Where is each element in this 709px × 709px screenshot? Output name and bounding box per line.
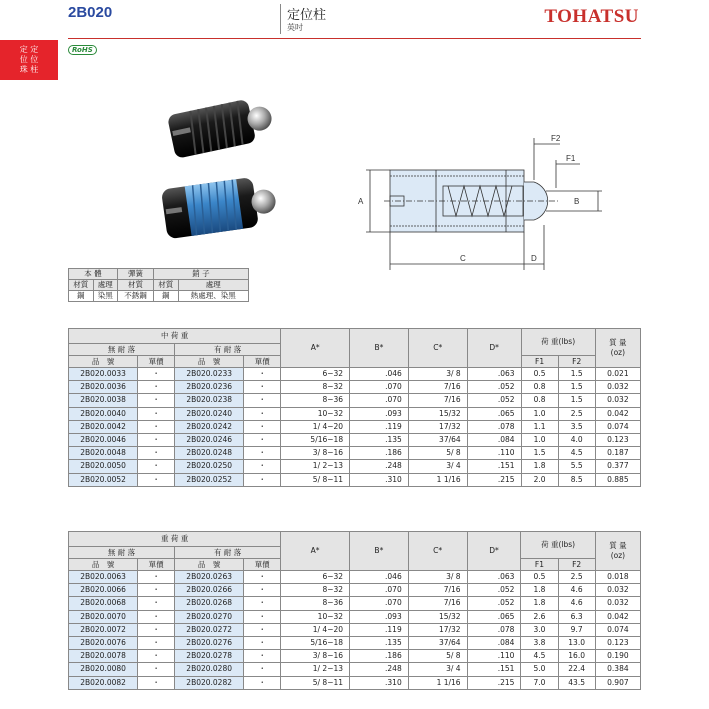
col-part-no: 品 號 — [175, 559, 244, 571]
dim-d-cell: .078 — [467, 420, 521, 433]
dim-a-cell: 6−32 — [281, 571, 350, 584]
unit-price-cell: ・ — [138, 394, 175, 407]
unit-price-cell: ・ — [138, 584, 175, 597]
col-a: A* — [281, 532, 350, 571]
part-no-cell: 2B020.0280 — [175, 663, 244, 676]
dim-a-cell: 10−32 — [281, 407, 350, 420]
dim-d-cell: .151 — [467, 460, 521, 473]
weight-cell: 0.907 — [595, 676, 640, 689]
part-no-cell: 2B020.0250 — [175, 460, 244, 473]
part-no-cell: 2B020.0033 — [69, 368, 138, 381]
load-f2-cell: 1.5 — [558, 394, 595, 407]
table-row — [69, 571, 641, 584]
load-f1-cell: 2.6 — [521, 610, 558, 623]
col-with-drop: 有 耐 落 — [175, 344, 281, 356]
dim-c-cell: 17/32 — [408, 623, 467, 636]
dim-a-cell: 10−32 — [281, 610, 350, 623]
dim-b-cell: .070 — [350, 584, 409, 597]
table-title: 中 荷 重 — [69, 329, 281, 344]
part-no-cell: 2B020.0046 — [69, 433, 138, 446]
dim-a-cell: 5/ 8−11 — [281, 473, 350, 486]
dim-b-cell: .046 — [350, 368, 409, 381]
unit-price-cell: ・ — [138, 381, 175, 394]
dim-d-cell: .215 — [467, 676, 521, 689]
dim-b-cell: .310 — [350, 676, 409, 689]
dim-b-cell: .135 — [350, 636, 409, 649]
dim-b-cell: .310 — [350, 473, 409, 486]
load-f1-cell: 1.8 — [521, 584, 558, 597]
dim-b-cell: .093 — [350, 407, 409, 420]
unit-price-cell: ・ — [244, 610, 281, 623]
col-part-no: 品 號 — [69, 559, 138, 571]
dim-a-cell: 8−36 — [281, 394, 350, 407]
table-row — [69, 597, 641, 610]
mat-sub: 處理 — [93, 280, 118, 291]
part-no-cell: 2B020.0236 — [175, 381, 244, 394]
header-divider — [280, 4, 281, 34]
col-part-no: 品 號 — [175, 356, 244, 368]
weight-cell: 0.042 — [595, 610, 640, 623]
col-load: 荷 重(lbs) — [521, 329, 595, 356]
part-no-cell: 2B020.0040 — [69, 407, 138, 420]
table-row — [69, 368, 641, 381]
dim-d-cell: .052 — [467, 584, 521, 597]
unit-price-cell: ・ — [138, 447, 175, 460]
part-no-cell: 2B020.0248 — [175, 447, 244, 460]
table-row — [69, 610, 641, 623]
product-subtitle: 英吋 — [287, 23, 303, 32]
table-row — [69, 433, 641, 446]
dim-b-cell: .248 — [350, 663, 409, 676]
col-d: D* — [467, 329, 521, 368]
unit-price-cell: ・ — [138, 473, 175, 486]
load-f1-cell: 0.8 — [521, 381, 558, 394]
weight-cell: 0.032 — [595, 597, 640, 610]
dim-d-cell: .052 — [467, 394, 521, 407]
col-f1: F1 — [521, 559, 558, 571]
part-no-cell: 2B020.0240 — [175, 407, 244, 420]
table-row — [69, 460, 641, 473]
dim-b-cell: .070 — [350, 394, 409, 407]
part-no-cell: 2B020.0072 — [69, 623, 138, 636]
table-row — [69, 407, 641, 420]
dim-c-cell: 7/16 — [408, 381, 467, 394]
part-no-cell: 2B020.0068 — [69, 597, 138, 610]
load-f1-cell: 1.1 — [521, 420, 558, 433]
part-no-cell: 2B020.0048 — [69, 447, 138, 460]
col-no-drop: 無 耐 落 — [69, 547, 175, 559]
load-f2-cell: 22.4 — [558, 663, 595, 676]
unit-price-cell: ・ — [244, 368, 281, 381]
load-f2-cell: 3.5 — [558, 420, 595, 433]
part-no-cell: 2B020.0278 — [175, 650, 244, 663]
dim-a-cell: 5/ 8−11 — [281, 676, 350, 689]
mat-group-pin: 銷 子 — [154, 269, 249, 280]
part-no-cell: 2B020.0242 — [175, 420, 244, 433]
load-f2-cell: 4.6 — [558, 584, 595, 597]
table-row — [69, 381, 641, 394]
rohs-badge: RoHS — [68, 45, 97, 55]
col-a: A* — [281, 329, 350, 368]
col-load: 荷 重(lbs) — [521, 532, 595, 559]
weight-cell: 0.042 — [595, 407, 640, 420]
part-no-cell: 2B020.0038 — [69, 394, 138, 407]
part-no-cell: 2B020.0052 — [69, 473, 138, 486]
load-f2-cell: 2.5 — [558, 407, 595, 420]
col-weight — [595, 532, 640, 571]
dim-b-cell: .186 — [350, 650, 409, 663]
col-d: D* — [467, 532, 521, 571]
unit-price-cell: ・ — [138, 610, 175, 623]
weight-cell: 0.032 — [595, 584, 640, 597]
col-b: B* — [350, 532, 409, 571]
load-f2-cell: 9.7 — [558, 623, 595, 636]
col-unit-price: 單價 — [244, 356, 281, 368]
part-no-cell: 2B020.0276 — [175, 636, 244, 649]
weight-cell: 0.021 — [595, 368, 640, 381]
dim-a-cell: 6−32 — [281, 368, 350, 381]
table-row — [69, 623, 641, 636]
load-f1-cell: 7.0 — [521, 676, 558, 689]
dim-c-cell: 15/32 — [408, 407, 467, 420]
mat-value: 鋼 — [69, 291, 94, 302]
unit-price-cell: ・ — [244, 571, 281, 584]
dim-label-f2: F2 — [551, 134, 561, 143]
dim-d-cell: .084 — [467, 433, 521, 446]
dim-a-cell: 8−36 — [281, 597, 350, 610]
category-tab — [0, 40, 58, 80]
category-tab-line: 珠 柱 — [19, 65, 39, 74]
weight-cell: 0.123 — [595, 636, 640, 649]
dim-label-b: B — [574, 197, 580, 206]
table-row — [69, 636, 641, 649]
unit-price-cell: ・ — [244, 676, 281, 689]
load-f1-cell: 1.8 — [521, 597, 558, 610]
mat-sub: 材質 — [154, 280, 179, 291]
dim-b-cell: .186 — [350, 447, 409, 460]
unit-price-cell: ・ — [244, 650, 281, 663]
dim-c-cell: 17/32 — [408, 420, 467, 433]
materials-table — [68, 268, 249, 302]
header-rule — [68, 38, 641, 39]
plunger-photo-black — [160, 85, 280, 163]
dim-label-f1: F1 — [566, 154, 576, 163]
load-f1-cell: 3.0 — [521, 623, 558, 636]
col-with-drop: 有 耐 落 — [175, 547, 281, 559]
unit-price-cell: ・ — [244, 447, 281, 460]
col-weight-unit: (oz) — [610, 348, 626, 357]
load-f1-cell: 0.8 — [521, 394, 558, 407]
unit-price-cell: ・ — [138, 433, 175, 446]
part-no-cell: 2B020.0270 — [175, 610, 244, 623]
dim-d-cell: .052 — [467, 597, 521, 610]
dim-c-cell: 15/32 — [408, 610, 467, 623]
unit-price-cell: ・ — [138, 460, 175, 473]
dim-c-cell: 3/ 4 — [408, 460, 467, 473]
dim-c-cell: 7/16 — [408, 584, 467, 597]
dim-c-cell: 3/ 8 — [408, 368, 467, 381]
load-f1-cell: 3.8 — [521, 636, 558, 649]
unit-price-cell: ・ — [138, 623, 175, 636]
dim-c-cell: 7/16 — [408, 597, 467, 610]
part-no-cell: 2B020.0252 — [175, 473, 244, 486]
dim-c-cell: 37/64 — [408, 636, 467, 649]
weight-cell: 0.074 — [595, 420, 640, 433]
load-f1-cell: 0.5 — [521, 368, 558, 381]
dim-c-cell: 3/ 4 — [408, 663, 467, 676]
load-f2-cell: 8.5 — [558, 473, 595, 486]
load-f1-cell: 1.5 — [521, 447, 558, 460]
dim-d-cell: .078 — [467, 623, 521, 636]
col-f2: F2 — [558, 356, 595, 368]
part-no-cell: 2B020.0063 — [69, 571, 138, 584]
unit-price-cell: ・ — [138, 597, 175, 610]
part-no-cell: 2B020.0233 — [175, 368, 244, 381]
mat-value: 不銹鋼 — [118, 291, 154, 302]
load-f2-cell: 5.5 — [558, 460, 595, 473]
dim-a-cell: 3/ 8−16 — [281, 447, 350, 460]
load-f2-cell: 2.5 — [558, 571, 595, 584]
dim-b-cell: .119 — [350, 623, 409, 636]
unit-price-cell: ・ — [244, 460, 281, 473]
load-f1-cell: 2.0 — [521, 473, 558, 486]
unit-price-cell: ・ — [244, 584, 281, 597]
dim-c-cell: 37/64 — [408, 433, 467, 446]
weight-cell: 0.018 — [595, 571, 640, 584]
dim-b-cell: .046 — [350, 571, 409, 584]
dim-a-cell: 8−32 — [281, 381, 350, 394]
table-row — [69, 663, 641, 676]
load-f1-cell: 4.5 — [521, 650, 558, 663]
table-title: 重 荷 重 — [69, 532, 281, 547]
unit-price-cell: ・ — [244, 420, 281, 433]
col-f2: F2 — [558, 559, 595, 571]
unit-price-cell: ・ — [138, 636, 175, 649]
load-f2-cell: 1.5 — [558, 381, 595, 394]
load-f2-cell: 6.3 — [558, 610, 595, 623]
part-no-cell: 2B020.0246 — [175, 433, 244, 446]
load-f2-cell: 16.0 — [558, 650, 595, 663]
dim-c-cell: 1 1/16 — [408, 676, 467, 689]
unit-price-cell: ・ — [244, 433, 281, 446]
col-unit-price: 單價 — [244, 559, 281, 571]
unit-price-cell: ・ — [244, 636, 281, 649]
col-part-no: 品 號 — [69, 356, 138, 368]
col-c: C* — [408, 329, 467, 368]
mat-sub: 材質 — [69, 280, 94, 291]
table-row — [69, 447, 641, 460]
product-code: 2B020 — [68, 4, 113, 21]
dim-label-c: C — [460, 254, 466, 263]
table-row — [69, 650, 641, 663]
unit-price-cell: ・ — [138, 407, 175, 420]
unit-price-cell: ・ — [244, 597, 281, 610]
col-weight-label: 質 量 — [609, 541, 627, 550]
unit-price-cell: ・ — [244, 663, 281, 676]
col-no-drop: 無 耐 落 — [69, 344, 175, 356]
plunger-photo-nylock — [158, 168, 278, 246]
load-f2-cell: 1.5 — [558, 368, 595, 381]
dim-c-cell: 7/16 — [408, 394, 467, 407]
category-tab-line: 位 位 — [19, 55, 39, 64]
part-no-cell: 2B020.0080 — [69, 663, 138, 676]
weight-cell: 0.032 — [595, 381, 640, 394]
load-f2-cell: 43.5 — [558, 676, 595, 689]
col-f1: F1 — [521, 356, 558, 368]
dim-b-cell: .070 — [350, 381, 409, 394]
part-no-cell: 2B020.0066 — [69, 584, 138, 597]
load-f1-cell: 1.8 — [521, 460, 558, 473]
dim-d-cell: .084 — [467, 636, 521, 649]
dimension-drawing — [348, 130, 618, 275]
dim-b-cell: .093 — [350, 610, 409, 623]
part-no-cell: 2B020.0050 — [69, 460, 138, 473]
col-weight-unit: (oz) — [610, 551, 626, 560]
load-f2-cell: 13.0 — [558, 636, 595, 649]
mat-value: 染黑 — [93, 291, 118, 302]
dim-d-cell: .063 — [467, 571, 521, 584]
dim-d-cell: .110 — [467, 447, 521, 460]
part-no-cell: 2B020.0042 — [69, 420, 138, 433]
mat-value: 熱處理、染黑 — [178, 291, 249, 302]
part-no-cell: 2B020.0282 — [175, 676, 244, 689]
load-f1-cell: 1.0 — [521, 407, 558, 420]
dim-a-cell: 1/ 4−20 — [281, 623, 350, 636]
spec-table-light-load — [68, 328, 641, 487]
dim-label-d: D — [531, 254, 537, 263]
weight-cell: 0.123 — [595, 433, 640, 446]
mat-group-body: 本 體 — [69, 269, 118, 280]
mat-sub: 處理 — [178, 280, 249, 291]
unit-price-cell: ・ — [244, 394, 281, 407]
dim-c-cell: 5/ 8 — [408, 650, 467, 663]
weight-cell: 0.074 — [595, 623, 640, 636]
col-unit-price: 單價 — [138, 559, 175, 571]
load-f1-cell: 5.0 — [521, 663, 558, 676]
dim-d-cell: .065 — [467, 407, 521, 420]
spec-table-heavy-load — [68, 531, 641, 690]
unit-price-cell: ・ — [244, 381, 281, 394]
dim-d-cell: .215 — [467, 473, 521, 486]
table-row — [69, 420, 641, 433]
part-no-cell: 2B020.0078 — [69, 650, 138, 663]
table-row — [69, 394, 641, 407]
dim-d-cell: .063 — [467, 368, 521, 381]
weight-cell: 0.377 — [595, 460, 640, 473]
load-f2-cell: 4.0 — [558, 433, 595, 446]
unit-price-cell: ・ — [244, 407, 281, 420]
dim-a-cell: 5/16−18 — [281, 636, 350, 649]
weight-cell: 0.187 — [595, 447, 640, 460]
unit-price-cell: ・ — [138, 420, 175, 433]
col-b: B* — [350, 329, 409, 368]
part-no-cell: 2B020.0263 — [175, 571, 244, 584]
table-row — [69, 584, 641, 597]
dim-d-cell: .110 — [467, 650, 521, 663]
unit-price-cell: ・ — [138, 571, 175, 584]
dim-a-cell: 3/ 8−16 — [281, 650, 350, 663]
part-no-cell: 2B020.0082 — [69, 676, 138, 689]
weight-cell: 0.190 — [595, 650, 640, 663]
mat-value: 鋼 — [154, 291, 179, 302]
unit-price-cell: ・ — [244, 623, 281, 636]
part-no-cell: 2B020.0036 — [69, 381, 138, 394]
dim-d-cell: .065 — [467, 610, 521, 623]
category-tab-line: 定 定 — [19, 45, 39, 54]
unit-price-cell: ・ — [138, 676, 175, 689]
mat-sub: 材質 — [118, 280, 154, 291]
col-unit-price: 單價 — [138, 356, 175, 368]
dim-b-cell: .248 — [350, 460, 409, 473]
dim-a-cell: 1/ 2−13 — [281, 663, 350, 676]
load-f2-cell: 4.6 — [558, 597, 595, 610]
dim-a-cell: 5/16−18 — [281, 433, 350, 446]
dim-b-cell: .119 — [350, 420, 409, 433]
dim-c-cell: 3/ 8 — [408, 571, 467, 584]
load-f1-cell: 0.5 — [521, 571, 558, 584]
dim-d-cell: .052 — [467, 381, 521, 394]
part-no-cell: 2B020.0076 — [69, 636, 138, 649]
weight-cell: 0.032 — [595, 394, 640, 407]
dim-c-cell: 5/ 8 — [408, 447, 467, 460]
dim-b-cell: .070 — [350, 597, 409, 610]
col-c: C* — [408, 532, 467, 571]
unit-price-cell: ・ — [138, 650, 175, 663]
dim-label-a: A — [358, 197, 364, 206]
dim-a-cell: 1/ 2−13 — [281, 460, 350, 473]
part-no-cell: 2B020.0266 — [175, 584, 244, 597]
unit-price-cell: ・ — [138, 368, 175, 381]
mat-group-spring: 彈簧 — [118, 269, 154, 280]
part-no-cell: 2B020.0272 — [175, 623, 244, 636]
part-no-cell: 2B020.0268 — [175, 597, 244, 610]
col-weight-label: 質 量 — [609, 338, 627, 347]
unit-price-cell: ・ — [138, 663, 175, 676]
load-f2-cell: 4.5 — [558, 447, 595, 460]
unit-price-cell: ・ — [244, 473, 281, 486]
part-no-cell: 2B020.0070 — [69, 610, 138, 623]
dim-c-cell: 1 1/16 — [408, 473, 467, 486]
brand-logo: TOHATSU — [544, 6, 639, 27]
dim-d-cell: .151 — [467, 663, 521, 676]
product-title: 定位柱 — [287, 8, 327, 23]
weight-cell: 0.384 — [595, 663, 640, 676]
dim-a-cell: 8−32 — [281, 584, 350, 597]
part-no-cell: 2B020.0238 — [175, 394, 244, 407]
weight-cell: 0.885 — [595, 473, 640, 486]
table-row — [69, 473, 641, 486]
dim-b-cell: .135 — [350, 433, 409, 446]
dim-a-cell: 1/ 4−20 — [281, 420, 350, 433]
table-row — [69, 676, 641, 689]
col-weight — [595, 329, 640, 368]
load-f1-cell: 1.0 — [521, 433, 558, 446]
